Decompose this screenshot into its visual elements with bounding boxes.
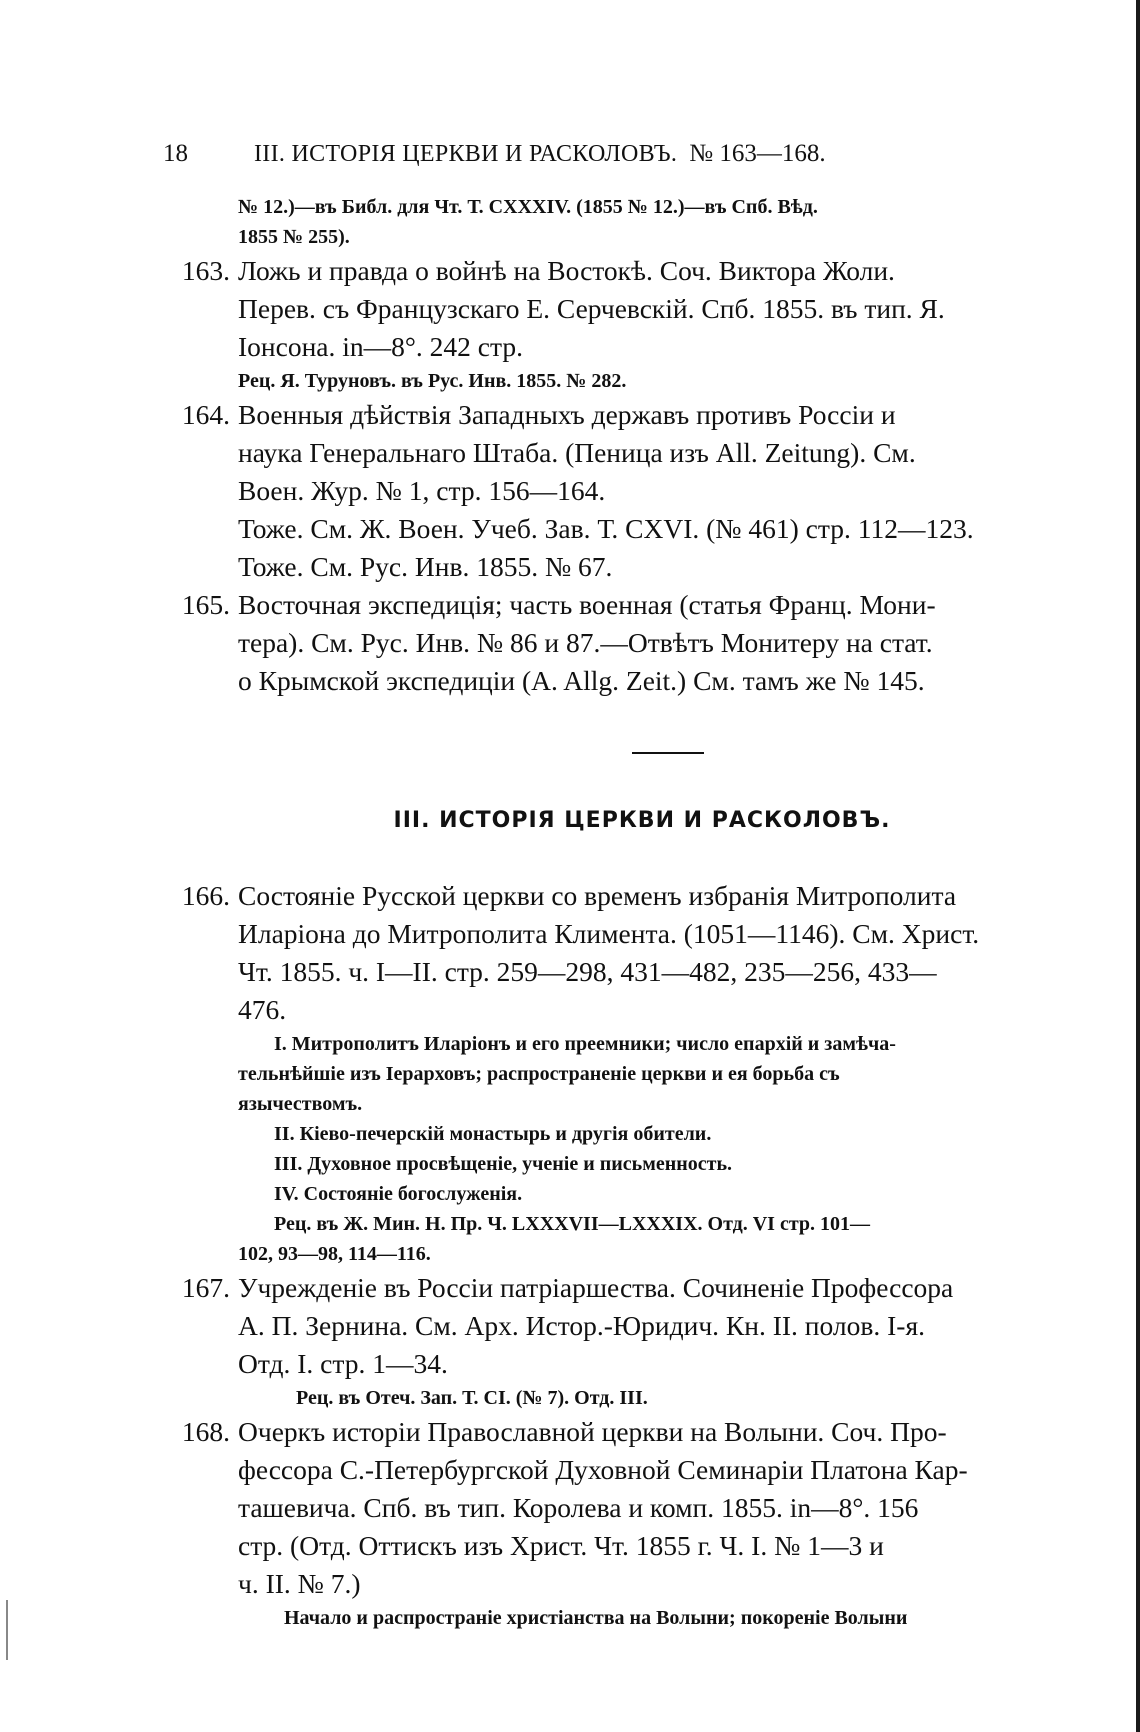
entry-168	[168, 1413, 1008, 1603]
section-heading: III. ИСТОРІЯ ЦЕРКВИ И РАСКОЛОВЪ.	[393, 808, 891, 833]
page-edge	[1136, 0, 1140, 1732]
review-note: Рец. въ Отеч. Зап. Т. CI. (№ 7). Отд. III.	[296, 1387, 648, 1409]
page-content	[168, 192, 1008, 1633]
review-note: Рец. Я. Туруновъ. въ Рус. Инв. 1855. № 282.	[238, 370, 627, 392]
divider-rule	[632, 752, 704, 754]
entry-text: Ложь и правда о войнѣ на Востокѣ. Соч. Виктора Жоли. Перев. съ Французскаго Е. Серчевскій. Спб. 1855. въ тип. Я. Іонсона. in—8°. 242 стр.	[238, 255, 945, 362]
entry-number: 167.	[181, 1272, 230, 1303]
running-title: III. ИСТОРІЯ ЦЕРКВИ И РАСКОЛОВЪ.	[254, 141, 678, 167]
running-header	[163, 140, 923, 168]
entry-text: Восточная экспедиція; часть военная (статья Франц. Мони- тера). См. Рус. Инв. № 86 и 87.—Отвѣтъ Монитеру на стат. о Крымской экспедиціи (A. Allg. Zeit.) См. тамъ же № 145.	[238, 589, 936, 696]
entry-number: 165.	[181, 589, 230, 620]
entry-165	[168, 586, 1008, 700]
entry-164	[168, 396, 1008, 586]
entry-number: 164.	[181, 399, 230, 430]
entry-text: Военныя дѣйствія Западныхъ державъ противъ Россіи и наука Генеральнаго Штаба. (Пеница изъ All. Zeitung). См. Воен. Жур. № 1, стр. 156—164. Тоже. См. Ж. Воен. Учеб. Зав. Т. CXVI. (№ 461) стр. 112—123. Тоже. См. Рус. Инв. 1855. № 67.	[238, 399, 974, 582]
scan-mark	[6, 1600, 8, 1660]
entry-number: 168.	[181, 1416, 230, 1447]
page-number: 18	[163, 140, 188, 167]
running-entry-range: № 163—168.	[689, 140, 826, 167]
contents-note: Начало и распространіе христіанства на Волыни; покореніе Волыни	[284, 1607, 908, 1629]
contents-note: I. Митрополитъ Иларіонъ и его преемники; число епархій и замѣча- тельнѣйшіе изъ Іерарховъ; распространеніе церкви и ея борьба съ язычествомъ. II. Кіево-печерскій монастырь и другія обители. III. Духовное просвѣщеніе, ученіе и письменность. IV. Состояніе богослуженія. Рец. въ Ж. Мин. Н. Пр. Ч. LXXXVII—LXXXIX. Отд. VI стр. 101— 102, 93—98, 114—116.	[238, 1033, 896, 1265]
continued-note: № 12.)—въ Библ. для Чт. Т. CXXXIV. (1855 № 12.)—въ Спб. Вѣд. 1855 № 255).	[238, 196, 818, 248]
entry-text: Учрежденіе въ Россіи патріаршества. Сочиненіе Профессора А. П. Зернина. См. Арх. Истор.-Юридич. Кн. II. полов. I-я. Отд. I. стр. 1—34.	[238, 1272, 954, 1379]
entry-166	[168, 877, 1008, 1029]
entry-number: 163.	[181, 255, 230, 286]
entry-167	[168, 1269, 1008, 1383]
entry-text: Состояніе Русской церкви со временъ избранія Митрополита Иларіона до Митрополита Климента. (1051—1146). См. Христ. Чт. 1855. ч. I—II. стр. 259—298, 431—482, 235—256, 433— 476.	[238, 880, 980, 1025]
entry-163	[168, 252, 1008, 366]
entry-number: 166.	[181, 880, 230, 911]
entry-text: Очеркъ исторіи Православной церкви на Волыни. Соч. Про- фессора С.-Петербургской Духовной Семинаріи Платона Кар- ташевича. Спб. въ тип. Королева и комп. 1855. in—8°. 156 стр. (Отд. Оттискъ изъ Христ. Чт. 1855 г. Ч. I. № 1—3 и ч. II. № 7.)	[238, 1416, 968, 1599]
